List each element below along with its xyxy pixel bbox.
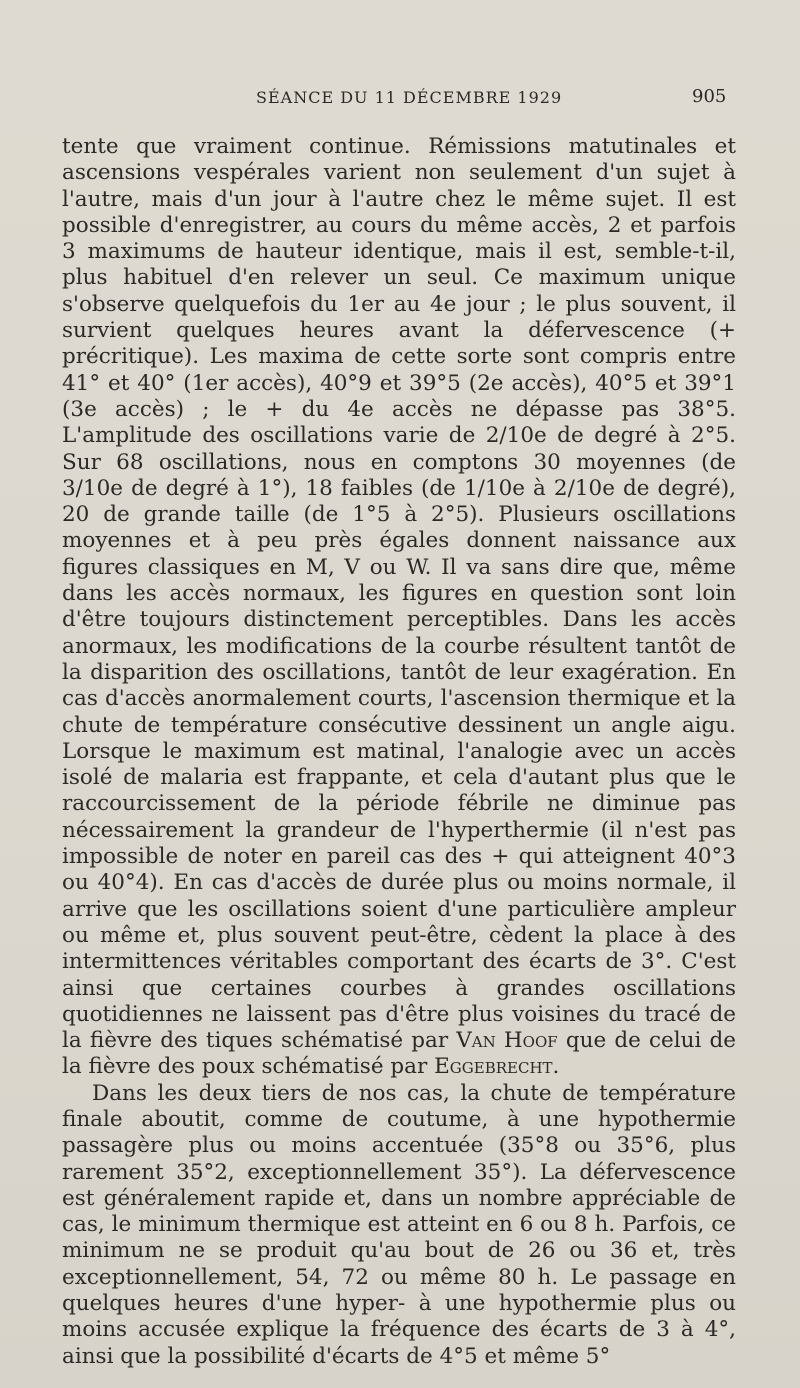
author-name: Van Hoof (456, 1028, 558, 1054)
body-text (62, 134, 736, 1370)
page-number: 905 (692, 86, 727, 107)
author-name: Eggebrecht (434, 1054, 553, 1080)
page-header (0, 82, 800, 112)
text-segment: . (552, 1054, 560, 1080)
paragraph (62, 1081, 736, 1370)
running-head: SÉANCE DU 11 DÉCEMBRE 1929 (256, 88, 563, 107)
text-segment: Dans les deux tiers de nos cas, la chute de température finale aboutit, comme de coutume, à une hypothermie passagère plus ou moins accentuée (35°8 ou 35°6, plus rarement 35°2, exceptionnellement 35°). La défervescence est généralement rapide et, dans un nombre appréciable de cas, le minimum thermique est atteint en 6 ou 8 h. Parfois, ce minimum ne se produit qu'au bout de 26 ou 36 et, très exceptionnellement, 54, 72 ou même 80 h. Le passage en quelques heures d'une hyper- à une hypothermie plus ou moins accusée explique la fréquence des écarts de 3 à 4°, ainsi que la possibilité d'écarts de 4°5 et même 5° (62, 1080, 736, 1369)
text-segment: tente que vraiment continue. Rémissions matutinales et ascensions vespérales varient non seulement d'un sujet à l'autre, mais d'un jour à l'autre chez le même sujet. Il est possible d'enregistrer, au cours du même accès, 2 et parfois 3 maximums de hauteur identique, mais il est, semble-t-il, plus habituel d'en relever un seul. Ce maximum unique s'observe quelquefois du 1er au 4e jour ; le plus souvent, il survient quelques heures avant la défervescence (+ précritique). Les maxima de cette sorte sont compris entre 41° et 40° (1er accès), 40°9 et 39°5 (2e accès), 40°5 et 39°1 (3e accès) ; le + du 4e accès ne dépasse pas 38°5. L'amplitude des oscillations varie de 2/10e de degré à 2°5. Sur 68 oscillations, nous en comptons 30 moyennes (de 3/10e de degré à 1°), 18 faibles (de 1/10e à 2/10e de degré), 20 de grande taille (de 1°5 à 2°5). Plusieurs oscillations moyennes et à peu près égales donnent naissance aux figures classiques en M, V ou W. Il va sans dire que, même dans les accès normaux, les figures en question sont loin d'être toujours distinctement perceptibles. Dans les accès anormaux, les modifications de la courbe résultent tantôt de la disparition des oscillations, tantôt de leur exagération. En cas d'accès anormalement courts, l'ascension thermique et la chute de température consécutive dessinent un angle aigu. Lorsque le maximum est matinal, l'analogie avec un accès isolé de malaria est frappante, et cela d'autant plus que le raccourcissement de la période fébrile ne diminue pas nécessairement la grandeur de l'hyperthermie (il n'est pas impossible de noter en pareil cas des + qui atteignent 40°3 ou 40°4). En cas d'accès de durée plus ou moins normale, il arrive que les oscillations soient d'une particulière ampleur ou même et, plus souvent peut-être, cèdent la place à des intermittences véritables comportant des écarts de 3°. C'est ainsi que certaines courbes à grandes oscillations quotidiennes ne laissent pas d'être plus voisines du tracé de la fièvre des tiques schématisé par (62, 134, 736, 1054)
paragraph (62, 134, 736, 1081)
text-segment: que de celui de la fièvre des poux schématisé par (62, 1028, 736, 1080)
